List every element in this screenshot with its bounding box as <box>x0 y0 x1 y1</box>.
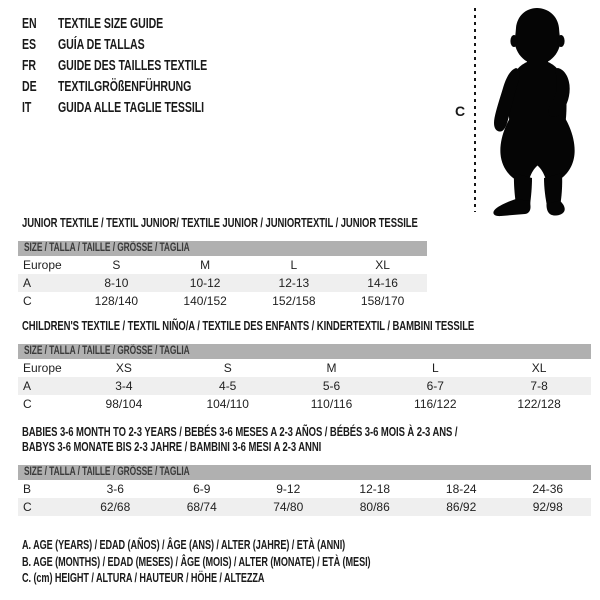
baby-silhouette-icon <box>487 5 588 217</box>
language-row <box>22 55 262 76</box>
size-cell: 116/122 <box>414 397 457 411</box>
size-table-section <box>18 424 591 516</box>
language-row <box>22 13 262 34</box>
size-cell: 3-6 <box>106 482 124 496</box>
table-title-text: CHILDREN'S TEXTILE / TEXTIL NIÑO/A / TEXTILE DES ENFANTS / KINDERTEXTIL / BAMBINI TESSILE <box>22 318 475 333</box>
size-cell: 158/170 <box>360 294 405 308</box>
size-header-bar <box>18 344 591 359</box>
height-measure-label: C <box>455 103 466 119</box>
size-cell: 6-7 <box>426 379 444 393</box>
size-cell: 152/158 <box>272 294 316 308</box>
language-code-text: ES <box>22 36 36 53</box>
size-header-text: SIZE / TALLA / TAILLE / GRÖSSE / TAGLIA <box>24 242 190 254</box>
language-code <box>22 79 58 95</box>
size-cell: 128/140 <box>94 294 139 308</box>
size-cell: 12-13 <box>278 276 310 290</box>
table-title <box>18 439 591 454</box>
size-cell: L <box>290 258 298 272</box>
language-code-text: EN <box>22 15 37 32</box>
size-cell: 3-4 <box>115 379 133 393</box>
language-code <box>22 58 58 74</box>
language-code-text: IT <box>22 99 32 116</box>
language-label <box>58 58 262 74</box>
size-cell: M <box>326 361 337 375</box>
size-cell: 14-16 <box>367 276 398 290</box>
table-title-text: JUNIOR TEXTILE / TEXTIL JUNIOR/ TEXTILE JUNIOR / JUNIORTEXTIL / JUNIOR TESSILE <box>22 215 418 230</box>
footnote-list <box>22 537 499 587</box>
language-label-text: GUIDA ALLE TAGLIE TESSILI <box>58 99 204 116</box>
size-table-section <box>18 318 591 413</box>
table-row <box>18 395 591 413</box>
table-title-text: BABYS 3-6 MONATE BIS 2-3 JAHRE / BAMBINI 3-6 MESI A 2-3 ANNI <box>22 439 322 454</box>
size-cell: 18-24 <box>445 482 477 496</box>
size-cell: 7-8 <box>530 379 548 393</box>
size-header-text: SIZE / TALLA / TAILLE / GRÖSSE / TAGLIA <box>24 466 190 478</box>
size-cell: 74/80 <box>273 500 304 514</box>
language-row <box>22 76 262 97</box>
size-cell: 110/116 <box>310 397 353 411</box>
size-cell: L <box>431 361 439 375</box>
table-row <box>18 480 591 498</box>
size-cell: S <box>223 361 232 375</box>
language-label-text: TEXTILE SIZE GUIDE <box>58 15 164 32</box>
table-title <box>18 215 427 230</box>
language-label <box>58 100 262 116</box>
size-cell: 68/74 <box>186 500 217 514</box>
footnote <box>22 570 499 587</box>
footnote <box>22 537 499 554</box>
size-cell: 92/98 <box>532 500 563 514</box>
footnote <box>22 554 499 571</box>
size-table <box>18 465 591 516</box>
language-label-text: GUÍA DE TALLAS <box>58 36 145 53</box>
table-row <box>18 274 427 292</box>
size-table <box>18 344 591 413</box>
size-cell: 122/128 <box>517 397 561 411</box>
language-label <box>58 16 262 32</box>
language-code-text: DE <box>22 78 37 95</box>
language-label <box>58 79 262 95</box>
language-label-text: TEXTILGRÖßENFÜHRUNG <box>58 78 192 95</box>
baby-silhouette-shape <box>493 8 574 216</box>
language-label <box>58 37 262 53</box>
size-cell: XL <box>531 361 547 375</box>
size-cell: 10-12 <box>189 276 221 290</box>
size-cell: 9-12 <box>276 482 301 496</box>
size-cell: 98/104 <box>105 397 143 411</box>
size-cell: XS <box>115 361 132 375</box>
language-label-text: GUIDE DES TAILLES TEXTILE <box>58 57 208 74</box>
language-row <box>22 97 262 118</box>
table-row <box>18 377 591 395</box>
size-cell: 4-5 <box>219 379 237 393</box>
size-cell: 104/110 <box>206 397 249 411</box>
size-cell: 24-36 <box>532 482 564 496</box>
size-cell: M <box>200 258 211 272</box>
row-label: C <box>23 294 32 308</box>
size-cell: 80/86 <box>359 500 390 514</box>
height-dashed-line <box>474 8 476 212</box>
size-header-bar <box>18 241 427 256</box>
size-header-bar <box>18 465 591 480</box>
size-cell: 62/68 <box>100 500 131 514</box>
row-label: C <box>23 397 32 411</box>
row-label: A <box>23 276 32 290</box>
size-table-section <box>18 215 427 310</box>
row-label: Europe <box>23 258 62 272</box>
size-cell: 86/92 <box>446 500 477 514</box>
footnote-text: A. AGE (YEARS) / EDAD (AÑOS) / ÂGE (ANS) / ALTER (JAHRE) / ETÀ (ANNI) <box>22 538 346 552</box>
table-row <box>18 498 591 516</box>
size-table <box>18 241 427 310</box>
table-title <box>18 424 591 439</box>
row-label: C <box>23 500 32 514</box>
language-code-text: FR <box>22 57 36 74</box>
size-cell: XL <box>375 258 390 272</box>
row-label: B <box>23 482 32 496</box>
language-row <box>22 34 262 55</box>
table-row <box>18 256 427 274</box>
size-cell: 5-6 <box>322 379 341 393</box>
table-row <box>18 359 591 377</box>
language-code <box>22 37 58 53</box>
language-code <box>22 16 58 32</box>
language-title-list <box>22 13 262 118</box>
footnote-text: C. (cm) HEIGHT / ALTURA / HAUTEUR / HÖHE / ALTEZZA <box>22 571 265 585</box>
size-cell: 8-10 <box>104 276 129 290</box>
row-label: Europe <box>23 361 62 375</box>
size-cell: 6-9 <box>193 482 211 496</box>
row-label: A <box>23 379 32 393</box>
table-title <box>18 318 591 333</box>
size-cell: 140/152 <box>183 294 227 308</box>
size-cell: S <box>112 258 121 272</box>
size-cell: 12-18 <box>359 482 391 496</box>
footnote-text: B. AGE (MONTHS) / EDAD (MESES) / ÂGE (MOIS) / ALTER (MONATE) / ETÀ (MESI) <box>22 554 371 569</box>
table-title-text: BABIES 3-6 MONTH TO 2-3 YEARS / BEBÉS 3-6 MESES A 2-3 AÑOS / BÉBÉS 3-6 MOIS À 2-3 ANS / <box>22 424 458 439</box>
language-code <box>22 100 58 116</box>
table-row <box>18 292 427 310</box>
size-header-text: SIZE / TALLA / TAILLE / GRÖSSE / TAGLIA <box>24 345 190 357</box>
